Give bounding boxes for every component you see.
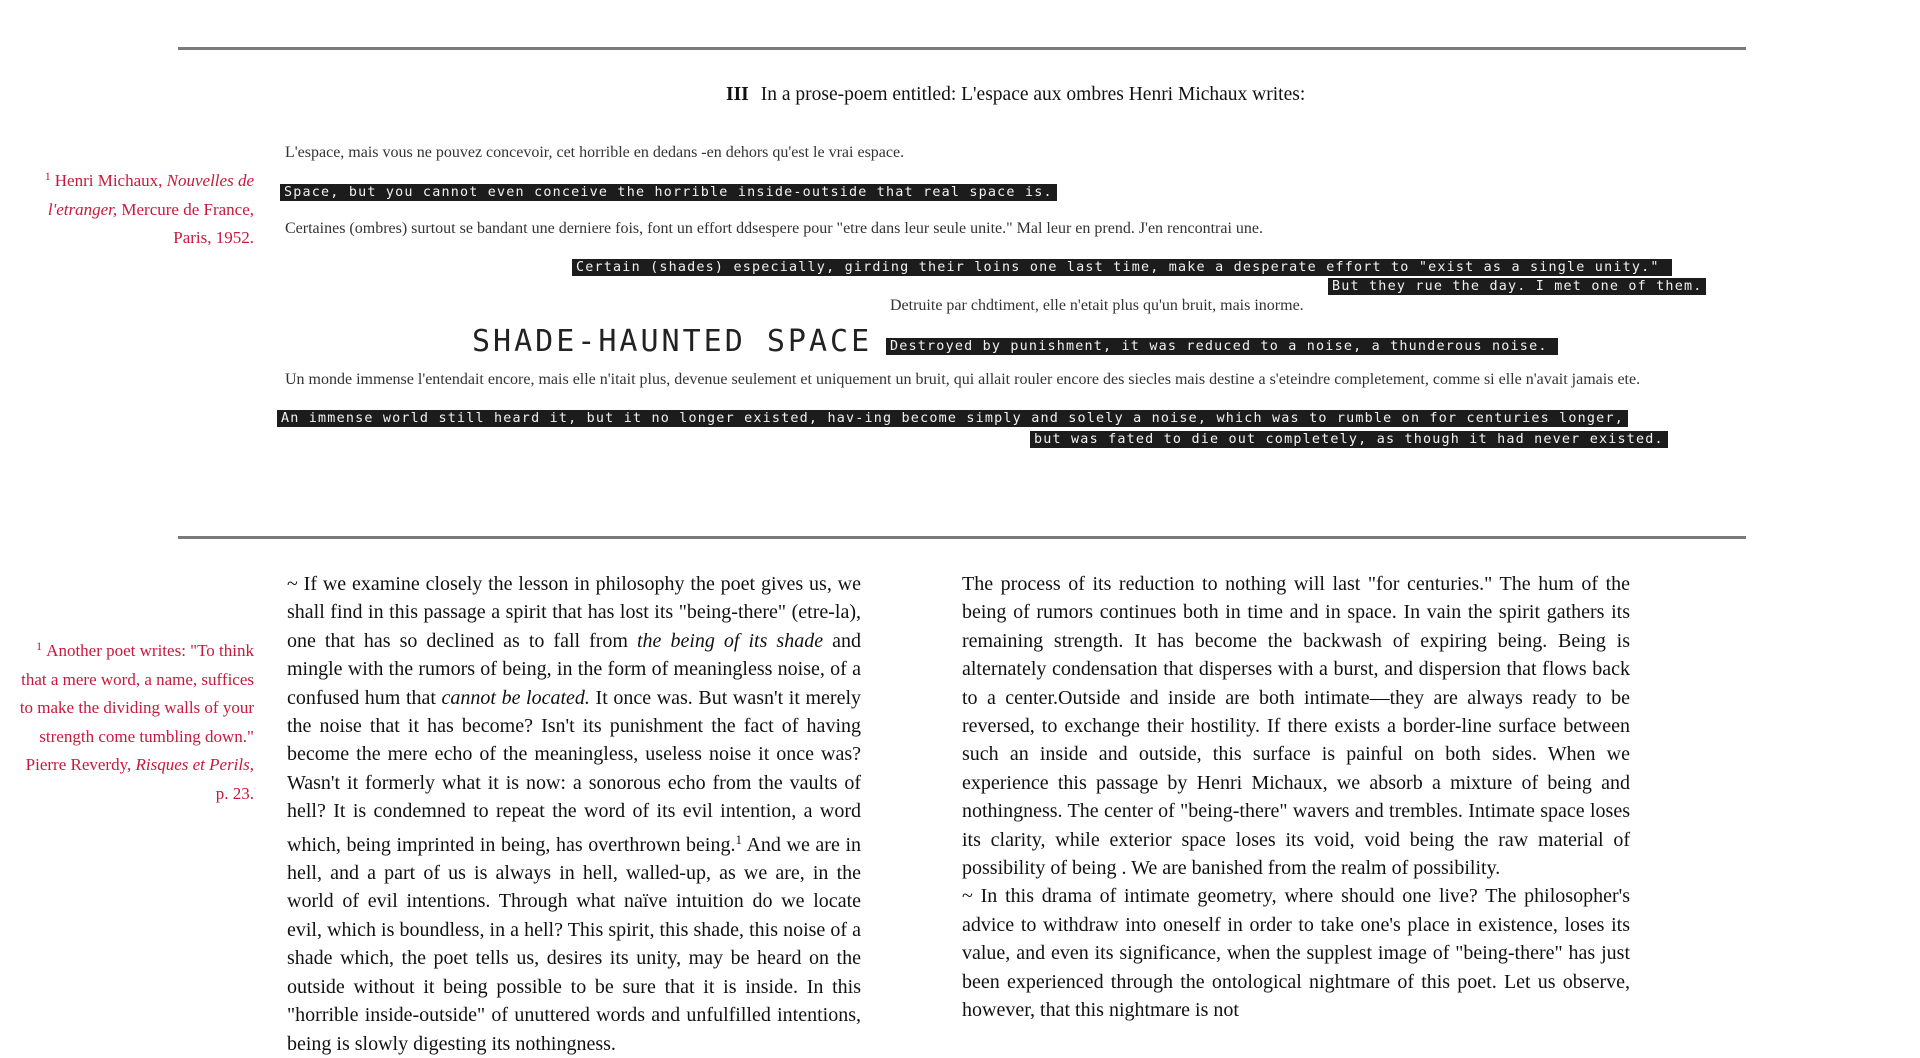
footnote-reverdy: [18, 632, 254, 809]
footnote-book-title: Nouvelles de l'etranger,: [47, 171, 254, 219]
footnote-book-title: Risques et Perils: [135, 755, 250, 775]
body-text: ~ If we examine closely the lesson in philosophy the poet gives us, we shall find in this passage a spirit that has lost its "being-there" (etre-la), one that has so declined as to fall from: [287, 573, 861, 652]
poem-french-line-4: Un monde immense l'entendait encore, mais elle n'itait plus, devenue seulement et uniquement un bruit, qui allait rouler encore des siecles mais destine a s'eteindre completement, comme si elle n'avait jamais ete.: [285, 371, 1641, 388]
poem-title: SHADE-HAUNTED SPACE: [472, 324, 873, 359]
footnote-marker: 1: [36, 639, 43, 653]
body-paragraph: The process of its reduction to nothing will last "for centuries." The hum of the being of rumors continues both in time and in space. In vain the spirit gathers its remaining strength. It has become the backwash of expiring being. Being is alternately condensation that disperses with a burst, and dispersion that flows back to a center.Outside and inside are both intimate—they are always ready to be reversed, to exchange their hostility. If there exists a border-line surface between such an inside and outside, this surface is painful on both sides. When we experience this passage by Henri Michaux, we absorb a mixture of being and nothingness. The center of "being-there" wavers and trembles. Intimate space loses its clarity, while exterior space loses its void, void being the raw material of possibility of being . We are banished from the realm of possibility.: [962, 573, 1630, 880]
footnote-marker: 1: [44, 169, 51, 183]
body-paragraph: [287, 570, 861, 1058]
top-divider: [178, 47, 1746, 50]
section-heading: [726, 84, 1305, 106]
poem-french-line-3: Detruite par chdtiment, elle n'etait plus qu'un bruit, mais inorme.: [890, 297, 1304, 314]
section-title: In a prose-poem entitled: L'espace aux ombres Henri Michaux writes:: [760, 84, 1306, 105]
footnote-publisher: Mercure de France, Paris, 1952.: [121, 199, 254, 248]
section-number: III: [726, 84, 749, 105]
body-paragraph: ~ In this drama of intimate geometry, where should one live? The philosopher's advice to withdraw into oneself in order to take one's place in existence, loses its value, and even its significance, when the supplest image of "being-there" has just been experienced through the ontological nightmare of this poet. Let us observe, however, that this nightmare is not: [962, 885, 1630, 1022]
footnote-reference[interactable]: 1: [735, 831, 742, 847]
footnote-text: Another poet writes: "To think that a mere word, a name, suffices to make the dividing walls of your strength come tumbling down." Pierre Reverdy,: [19, 641, 254, 775]
poem-english-line-4b: but was fated to die out completely, as though it had never existed.: [1030, 431, 1668, 448]
body-text: It once was. But wasn't it merely the noise that it has become? Isn't its punishment the fact of having become the mere echo of the meaningless, useless noise it once was? Wasn't it formerly what it is now: a sonorous echo from the vaults of hell? It is condemned to repeat the word of its evil intention, a word which, being imprinted in being, has overthrown being.: [287, 686, 862, 856]
poem-english-line-1: Space, but you cannot even conceive the horrible inside-outside that real space is.: [280, 184, 1057, 201]
footnote-michaux: [40, 162, 254, 253]
body-column-right: [962, 570, 1630, 1025]
body-emphasis: cannot be located.: [441, 686, 590, 709]
poem-french-line-1: L'espace, mais vous ne pouvez concevoir, cet horrible en dedans -en dehors qu'est le vrai espace.: [285, 144, 905, 161]
body-column-left: [287, 570, 861, 1058]
footnote-text: Henri Michaux,: [54, 171, 163, 190]
middle-divider: [178, 536, 1746, 539]
poem-english-line-3: Destroyed by punishment, it was reduced to a noise, a thunderous noise.: [886, 338, 1558, 355]
body-text: And we are in hell, and a part of us is always in hell, walled-up, as we are, in the world of evil intentions. Through what naïve intuition do we locate evil, which is boundless, in a hell? This spirit, this shade, this noise of a shade which, the poet tells us, desires its unity, may be heard on the outside without it being possible to be sure that it is inside. In this "horrible inside-outside" of unuttered words and unfulfilled intentions, being is slowly digesting its nothingness.: [287, 833, 861, 1055]
poem-english-line-2b: But they rue the day. I met one of them.: [1328, 278, 1706, 295]
footnote-page: , p. 23.: [215, 755, 254, 803]
poem-english-line-2a: Certain (shades) especially, girding their loins one last time, make a desperate effort to "exist as a single unity.": [572, 259, 1672, 276]
body-text: and mingle with the rumors of being, in the form of meaningless noise, of a confused hum that: [287, 629, 861, 709]
poem-french-line-2: Certaines (ombres) surtout se bandant une derniere fois, font un effort ddsespere pour "etre dans leur seule unite." Mal leur en prend. J'en rencontrai une.: [285, 220, 1263, 237]
poem-english-line-4a: An immense world still heard it, but it no longer existed, hav-ing become simply and solely a noise, which was to rumble on for centuries longer,: [277, 410, 1628, 427]
body-emphasis: the being of its shade: [637, 629, 824, 652]
